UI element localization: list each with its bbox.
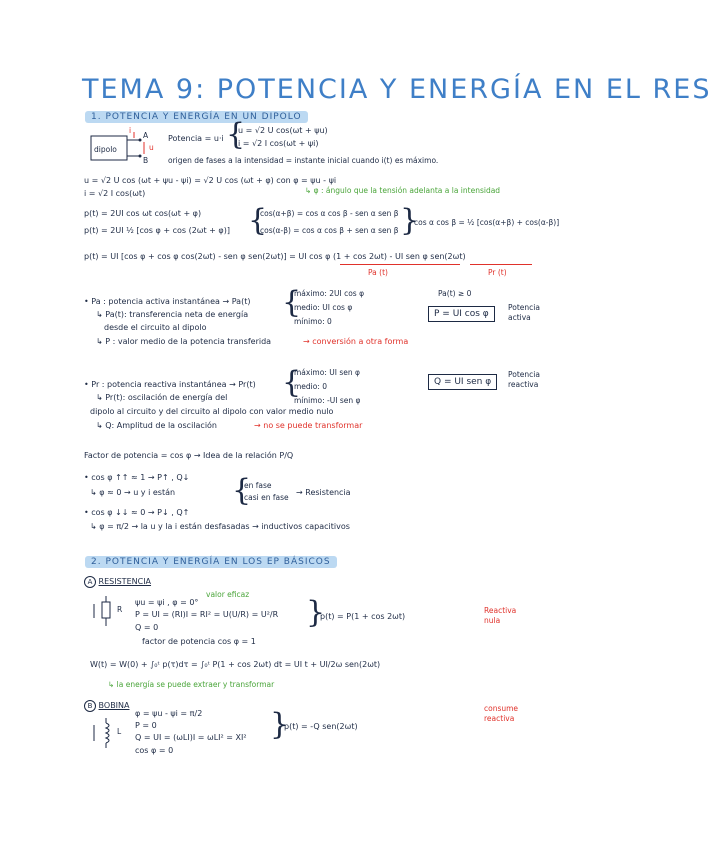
pa-max: máximo: 2UI cos φ (294, 289, 365, 298)
reactive-null-note: Reactiva nula (484, 606, 517, 625)
energy-equation: W(t) = W(0) + ∫₀ᵗ p(τ)dτ = ∫₀ᵗ P(1 + cos 2ωt) dt = UI t + UI/2ω sen(2ωt) (90, 660, 381, 669)
angle-note: ↳ φ : ángulo que la tensión adelanta a la intensidad (305, 186, 501, 195)
not-transformable-note: → no se puede transformar (254, 421, 363, 430)
current-equation: i = √2 I cos(ωt + ψi) (238, 139, 319, 148)
reactive-power-box: Q = UI sen φ (428, 374, 497, 390)
section-2-heading: 2. POTENCIA Y ENERGÍA EN LOS EP BÁSICOS (85, 556, 337, 568)
coil-phase: φ = ψu - ψi = π/2 (135, 709, 203, 718)
power-factor-high: • cos φ ↑↑ ≈ 1 → P↑ , Q↓ (84, 473, 190, 482)
dipole-label: dipolo (94, 145, 117, 154)
brace: { (248, 203, 268, 238)
resistance-reactive-power: Q = 0 (135, 623, 159, 632)
trig-identity-1: cos(α+β) = cos α cos β - sen α sen β (260, 209, 399, 218)
phase-shift-note: ↳ φ = π/2 → la u y la i están desfasadas → inductivos capacitivos (90, 522, 350, 531)
power-expansion: p(t) = UI [cos φ + cos φ cos(2ωt) - sen φ sen(2ωt)] = UI cos φ (1 + cos 2ωt) - UI sen φ sen(2ωt) (84, 252, 466, 261)
reactive-power-note: Potencia reactiva (508, 370, 540, 389)
resistance-label: RESISTENCIA (98, 577, 152, 586)
letter-b-circle: B (84, 700, 96, 712)
coil-heading (84, 700, 130, 712)
pa-label: Pa (t) (368, 268, 388, 277)
in-phase-label: en fase (244, 481, 272, 490)
almost-in-phase-label: casi en fase (244, 493, 289, 502)
section-1-heading: 1. POTENCIA Y ENERGÍA EN UN DIPOLO (85, 111, 308, 123)
reactive-power-item: • Pr : potencia reactiva instantánea → Pr(t) (84, 380, 256, 389)
brace: } (306, 595, 326, 630)
power-definition: Potencia = u·i (168, 134, 224, 143)
active-power-mean: ↳ P : valor medio de la potencia transferida (96, 337, 272, 346)
power-factor-phase: ↳ φ ≈ 0 → u y i están (90, 488, 176, 497)
active-power-box: P = UI cos φ (428, 306, 495, 322)
power-line-2: p(t) = 2UI ½ [cos φ + cos (2ωt + φ)] (84, 226, 230, 235)
letter-a-circle: A (84, 576, 96, 588)
reactive-power-amplitude: ↳ Q: Amplitud de la oscilación (96, 421, 218, 430)
power-factor-low: • cos φ ↓↓ ≈ 0 → P↓ , Q↑ (84, 508, 190, 517)
coil-instant-power: p(t) = -Q sen(2ωt) (284, 722, 358, 731)
brace: } (400, 203, 420, 238)
conversion-note: → conversión a otra forma (303, 337, 409, 346)
reactive-power-oscillation: ↳ Pr(t): oscilación de energía del (96, 393, 228, 402)
active-power-transfer: ↳ Pa(t): transferencia neta de energía (96, 310, 249, 319)
rms-value-note: valor eficaz (206, 590, 250, 599)
pa-nonnegative: Pa(t) ≥ 0 (438, 289, 472, 298)
power-line-1: p(t) = 2UI cos ωt cos(ωt + φ) (84, 209, 202, 218)
energy-note: ↳ la energía se puede extraer y transformar (108, 680, 275, 689)
voltage-label: u (149, 143, 154, 152)
brace: { (282, 365, 302, 400)
brace: } (270, 707, 290, 742)
coil-active-power: P = 0 (135, 721, 157, 730)
resistor-label: R (117, 605, 123, 614)
pr-label: Pr (t) (488, 268, 507, 277)
inductor-label: L (117, 727, 122, 736)
terminal-b-label: B (143, 156, 149, 165)
resistance-note: → Resistencia (296, 488, 351, 497)
coil-reactive-power: Q = UI = (ωLI)I = ωLI² = XI² (135, 733, 247, 742)
pr-mean: medio: 0 (294, 382, 328, 391)
pa-underline (340, 264, 460, 265)
resistance-heading (84, 576, 151, 588)
pa-mean: medio: UI cos φ (294, 303, 353, 312)
resistance-active-power: P = UI = (RI)I = RI² = U(U/R) = U²/R (135, 610, 279, 619)
power-factor-line: Factor de potencia = cos φ → Idea de la relación P/Q (84, 451, 294, 460)
pr-max: máximo: UI sen φ (294, 368, 360, 377)
trig-identity-2: cos(α-β) = cos α cos β + sen α sen β (260, 226, 399, 235)
coil-power-factor: cos φ = 0 (135, 746, 174, 755)
current-phase-line: i = √2 I cos(ωt) (84, 189, 146, 198)
consumes-reactive-note: consume reactiva (484, 704, 519, 723)
pa-min: mínimo: 0 (294, 317, 332, 326)
active-power-transfer-2: desde el circuito al dipolo (104, 323, 207, 332)
voltage-equation: u = √2 U cos(ωt + ψu) (238, 126, 328, 135)
reactive-power-oscillation-2: dipolo al circuito y del circuito al dipolo con valor medio nulo (90, 407, 334, 416)
page-title: TEMA 9: POTENCIA Y ENERGÍA EN EL RES (82, 74, 711, 105)
phase-origin-note: origen de fases a la intensidad = instante inicial cuando i(t) es máximo. (168, 156, 439, 165)
resistance-power-factor: factor de potencia cos φ = 1 (142, 637, 256, 646)
brace: { (232, 473, 252, 508)
active-power-item: • Pa : potencia activa instantánea → Pa(t) (84, 297, 251, 306)
active-power-note: Potencia activa (508, 303, 540, 322)
voltage-phase-line: u = √2 U cos (ωt + ψu - ψi) = √2 U cos (ωt + φ) con φ = ψu - ψi (84, 176, 337, 185)
resistance-instant-power: p(t) = P(1 + cos 2ωt) (320, 612, 406, 621)
coil-label: BOBINA (98, 701, 130, 710)
trig-identity-3: cos α cos β = ½ [cos(α+β) + cos(α-β)] (414, 218, 560, 227)
brace: { (226, 117, 246, 152)
current-label: i (129, 126, 132, 135)
pr-min: mínimo: -UI sen φ (294, 396, 361, 405)
pr-underline (470, 264, 532, 265)
terminal-a-label: A (143, 131, 149, 140)
brace: { (282, 285, 302, 320)
resistance-phase: ψu = ψi , φ = 0° (135, 598, 199, 607)
